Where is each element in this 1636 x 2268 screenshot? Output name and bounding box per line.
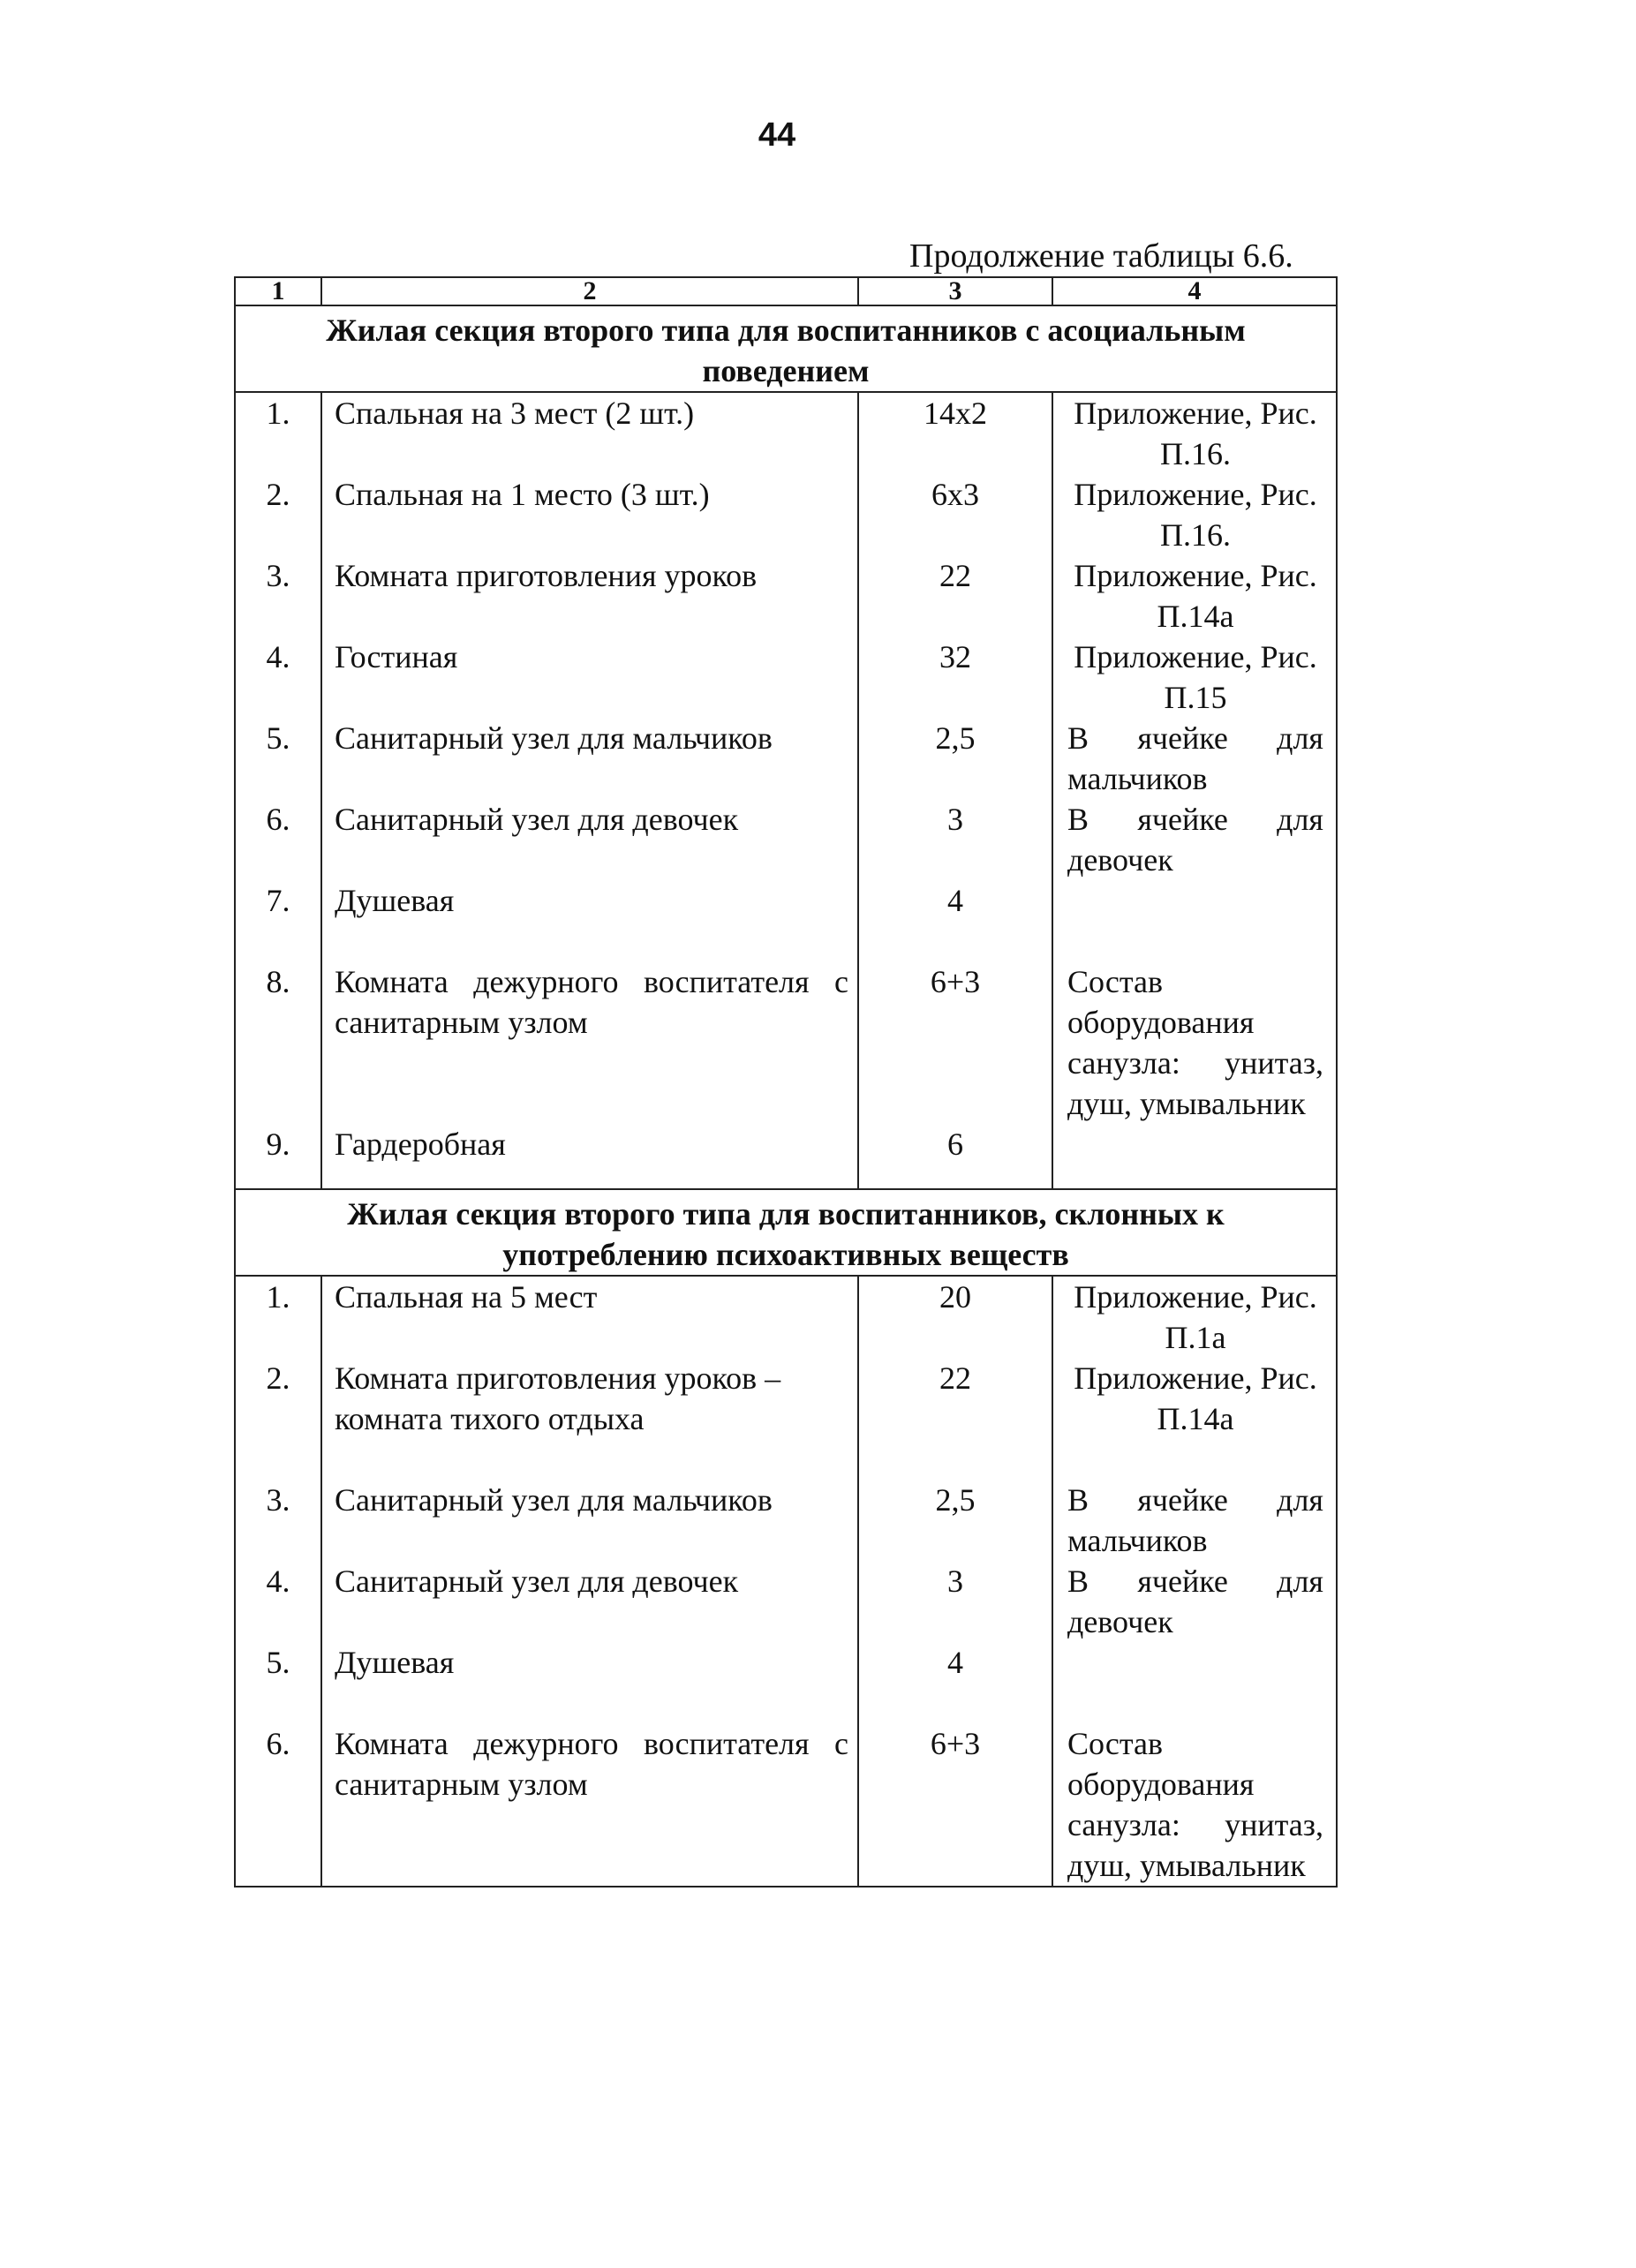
column-number-row xyxy=(235,277,1337,305)
row-number: 4. xyxy=(235,1561,321,1642)
row-number: 1. xyxy=(235,1276,321,1358)
row-number: 8. xyxy=(235,961,321,1124)
room-area: 32 xyxy=(858,637,1052,718)
table-row xyxy=(235,1276,1337,1358)
room-area: 22 xyxy=(858,1358,1052,1480)
room-note: Приложение, Рис. П.1а xyxy=(1052,1276,1337,1358)
room-area: 6+3 xyxy=(858,1723,1052,1887)
table-row xyxy=(235,637,1337,718)
room-note: В ячейке для мальчиков xyxy=(1052,1480,1337,1561)
room-note xyxy=(1052,1124,1337,1189)
room-name: Спальная на 5 мест xyxy=(321,1276,858,1358)
column-number-2: 2 xyxy=(321,277,858,305)
room-name: Комната дежурного воспитателя с санитарным узлом xyxy=(321,1723,858,1887)
room-note: Приложение, Рис. П.16. xyxy=(1052,474,1337,555)
room-note: В ячейке для девочек xyxy=(1052,799,1337,880)
room-name: Спальная на 1 место (3 шт.) xyxy=(321,474,858,555)
room-note xyxy=(1052,1642,1337,1723)
room-area: 2,5 xyxy=(858,1480,1052,1561)
room-area: 6+3 xyxy=(858,961,1052,1124)
room-note: Приложение, Рис. П.14а xyxy=(1052,1358,1337,1480)
room-name: Гостиная xyxy=(321,637,858,718)
table-row xyxy=(235,1561,1337,1642)
room-name: Комната приготовления уроков – комната тихого отдыха xyxy=(321,1358,858,1480)
column-number-3: 3 xyxy=(858,277,1052,305)
room-note: Состав оборудования санузла: унитаз, душ, умывальник xyxy=(1052,961,1337,1124)
table-row xyxy=(235,555,1337,637)
table-row xyxy=(235,1642,1337,1723)
room-note: В ячейке для девочек xyxy=(1052,1561,1337,1642)
room-name: Гардеробная xyxy=(321,1124,858,1189)
room-note: Приложение, Рис. П.16. xyxy=(1052,392,1337,474)
table-row xyxy=(235,392,1337,474)
room-area: 14x2 xyxy=(858,392,1052,474)
room-name: Санитарный узел для девочек xyxy=(321,799,858,880)
page-number: 44 xyxy=(758,117,796,154)
room-area: 3 xyxy=(858,799,1052,880)
table-row xyxy=(235,1480,1337,1561)
row-number: 5. xyxy=(235,718,321,799)
section-title: Жилая секция второго типа для воспитанников, склонных к употреблению психоактивных веществ xyxy=(235,1189,1337,1276)
room-name: Санитарный узел для мальчиков xyxy=(321,1480,858,1561)
table-row xyxy=(235,1723,1337,1887)
table-row xyxy=(235,1124,1337,1189)
row-number: 5. xyxy=(235,1642,321,1723)
room-name: Санитарный узел для мальчиков xyxy=(321,718,858,799)
room-area: 22 xyxy=(858,555,1052,637)
room-area: 20 xyxy=(858,1276,1052,1358)
table-row xyxy=(235,474,1337,555)
room-name: Санитарный узел для девочек xyxy=(321,1561,858,1642)
section-header-row xyxy=(235,305,1337,392)
room-name: Спальная на 3 мест (2 шт.) xyxy=(321,392,858,474)
room-area: 4 xyxy=(858,1642,1052,1723)
column-number-4: 4 xyxy=(1052,277,1337,305)
row-number: 4. xyxy=(235,637,321,718)
room-note: Состав оборудования санузла: унитаз, душ, умывальник xyxy=(1052,1723,1337,1887)
row-number: 2. xyxy=(235,474,321,555)
row-number: 3. xyxy=(235,555,321,637)
table-continuation-label: Продолжение таблицы 6.6. xyxy=(909,237,1293,275)
row-number: 9. xyxy=(235,1124,321,1189)
section-title: Жилая секция второго типа для воспитанников с асоциальным поведением xyxy=(235,305,1337,392)
room-note: Приложение, Рис. П.15 xyxy=(1052,637,1337,718)
room-name: Душевая xyxy=(321,1642,858,1723)
room-name: Комната приготовления уроков xyxy=(321,555,858,637)
table-row xyxy=(235,799,1337,880)
row-number: 6. xyxy=(235,1723,321,1887)
table-row xyxy=(235,1358,1337,1480)
table-row xyxy=(235,718,1337,799)
room-name: Комната дежурного воспитателя с санитарным узлом xyxy=(321,961,858,1124)
row-number: 3. xyxy=(235,1480,321,1561)
room-name: Душевая xyxy=(321,880,858,961)
row-number: 7. xyxy=(235,880,321,961)
column-number-1: 1 xyxy=(235,277,321,305)
room-note: В ячейке для мальчиков xyxy=(1052,718,1337,799)
row-number: 1. xyxy=(235,392,321,474)
table-row xyxy=(235,880,1337,961)
room-area: 4 xyxy=(858,880,1052,961)
row-number: 2. xyxy=(235,1358,321,1480)
room-note: Приложение, Рис. П.14а xyxy=(1052,555,1337,637)
table-row xyxy=(235,961,1337,1124)
section-header-row xyxy=(235,1189,1337,1276)
row-number: 6. xyxy=(235,799,321,880)
room-area: 3 xyxy=(858,1561,1052,1642)
room-area: 2,5 xyxy=(858,718,1052,799)
room-area: 6x3 xyxy=(858,474,1052,555)
room-table xyxy=(234,276,1338,1887)
room-note xyxy=(1052,880,1337,961)
room-area: 6 xyxy=(858,1124,1052,1189)
